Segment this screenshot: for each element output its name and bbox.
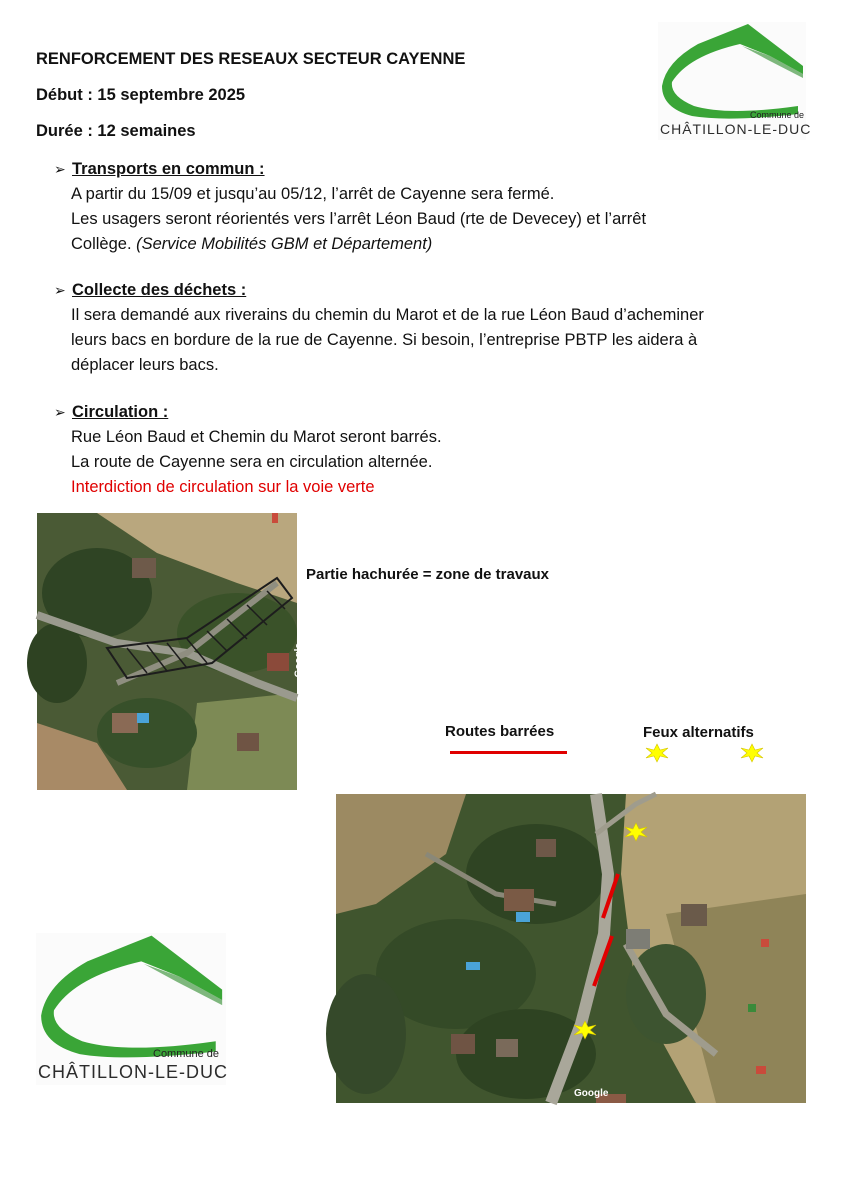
- aerial-map-road-closures: [336, 794, 806, 1103]
- arrow-bullet-icon: ➢: [54, 404, 66, 420]
- logo-commune-name: CHÂTILLON-LE-DUC: [38, 1062, 229, 1082]
- body-line: [54, 232, 812, 257]
- arrow-bullet-icon: ➢: [54, 161, 66, 177]
- section-circulation: [54, 400, 812, 500]
- service-note: (Service Mobilités GBM et Département): [136, 235, 433, 253]
- map-watermark: Google: [293, 643, 304, 678]
- duration: Durée : 12 semaines: [36, 122, 196, 140]
- logo-commune-label: Commune de: [153, 1048, 220, 1060]
- map-watermark: Google: [574, 1088, 609, 1099]
- traffic-light-star-icon: [739, 743, 765, 763]
- legend-closed-roads-line: [450, 751, 567, 754]
- section-title: Collecte des déchets :: [72, 281, 247, 299]
- body-line: La route de Cayenne sera en circulation alternée.: [71, 453, 433, 471]
- logo-commune-label: Commune de: [750, 110, 805, 120]
- section-title: Circulation :: [72, 403, 169, 421]
- section-transports: [54, 157, 812, 257]
- legend-closed-roads-label: Routes barrées: [445, 723, 555, 740]
- body-text: Collège.: [71, 235, 137, 253]
- commune-logo-top: [658, 22, 812, 140]
- commune-logo-bottom: [36, 933, 229, 1085]
- body-line: Il sera demandé aux riverains du chemin du Marot et de la rue Léon Baud d’acheminer: [71, 306, 704, 324]
- traffic-light-star-icon: [644, 743, 670, 763]
- body-line: Rue Léon Baud et Chemin du Marot seront barrés.: [71, 428, 442, 446]
- body-line: déplacer leurs bacs.: [71, 356, 219, 374]
- body-line: A partir du 15/09 et jusqu’au 05/12, l’arrêt de Cayenne sera fermé.: [71, 185, 555, 203]
- legend-lights-label: Feux alternatifs: [643, 724, 754, 741]
- voie-verte-warning: Interdiction de circulation sur la voie verte: [71, 478, 375, 496]
- logo-commune-name: CHÂTILLON-LE-DUC: [660, 121, 812, 137]
- aerial-map-work-zone: [37, 513, 304, 790]
- body-line: leurs bacs en bordure de la rue de Cayenne. Si besoin, l’entreprise PBTP les aidera à: [71, 331, 698, 349]
- work-zone-caption: Partie hachurée = zone de travaux: [306, 566, 550, 583]
- document-title: RENFORCEMENT DES RESEAUX SECTEUR CAYENNE: [36, 50, 466, 68]
- section-title: Transports en commun :: [72, 160, 265, 178]
- section-dechets: [54, 278, 812, 378]
- start-date: Début : 15 septembre 2025: [36, 86, 246, 104]
- body-line: Les usagers seront réorientés vers l’arrêt Léon Baud (rte de Devecey) et l’arrêt: [71, 210, 647, 228]
- arrow-bullet-icon: ➢: [54, 282, 66, 298]
